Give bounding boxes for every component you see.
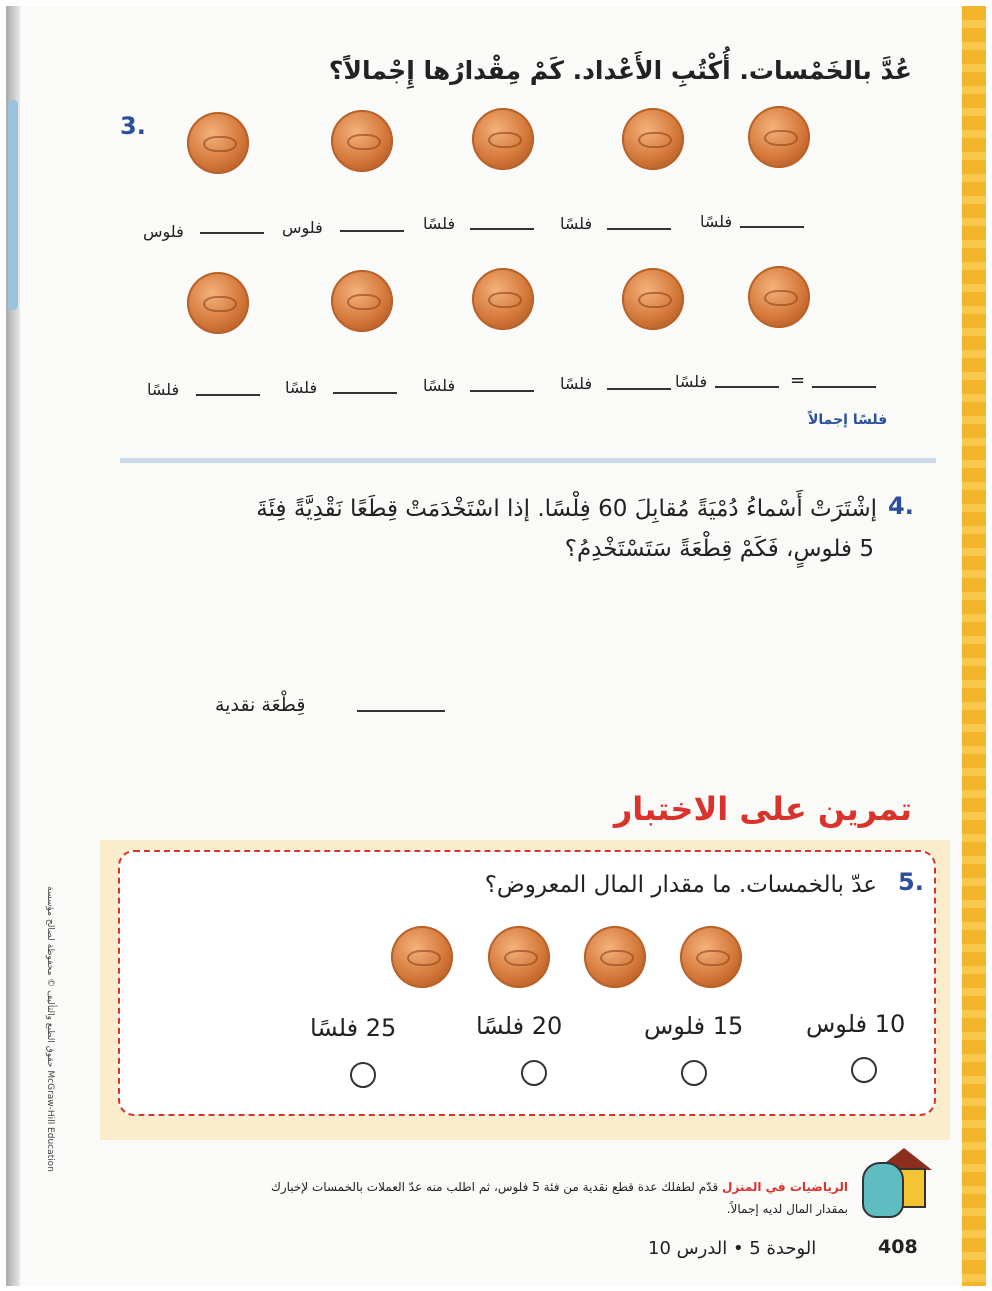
coin-icon [187,272,249,334]
coin-icon [472,268,534,330]
answer-blank[interactable] [340,230,404,232]
answer-blank[interactable] [715,386,779,388]
blue-margin-mark [8,100,18,310]
coin-icon [680,926,742,988]
answer-blank[interactable] [196,394,260,396]
answer-blank[interactable] [607,388,671,390]
unit-label: فلسًا [560,214,593,233]
answer-blank[interactable] [470,390,534,392]
option-label: 10 فلوس [806,1010,906,1038]
answer-blank[interactable] [470,228,534,230]
copyright: حقوق الطبع والتأليف © محفوظة لصالح مؤسسة McGraw-Hill Education [45,886,55,1172]
option-label: 20 فلسًا [476,1012,563,1040]
answer-blank[interactable] [740,226,804,228]
answer-blank[interactable] [333,392,397,394]
total-blank[interactable] [812,386,876,388]
home-math-title: الرياضيات في المنزل [722,1180,848,1194]
option-radio-25[interactable] [350,1062,376,1088]
unit-label: فلسًا [560,374,593,393]
option-radio-15[interactable] [681,1060,707,1086]
coin-icon [584,926,646,988]
coin-icon [187,112,249,174]
yellow-page-edge [962,6,986,1286]
answer-blank[interactable] [607,228,671,230]
unit-label: فلسًا [423,214,456,233]
coin-icon [622,108,684,170]
q5-question: عدّ بالخمسات. ما مقدار المال المعروض؟ [484,872,877,898]
unit-label: فلسًا [285,378,318,397]
answer-blank[interactable] [357,710,445,712]
coin-icon [748,106,810,168]
test-practice-title: تمرين على الاختبار [613,790,912,828]
unit-label: فلسًا [147,380,180,399]
unit-label: فلوس [143,222,184,241]
coin-icon [488,926,550,988]
answer-unit: قِطْعَة نقدية [215,694,306,716]
section-divider [120,458,936,463]
option-label: 15 فلوس [644,1012,744,1040]
coin-icon [331,110,393,172]
unit-label: فلسًا [700,212,733,231]
q4-text-line2: 5 فلوسٍ، فَكَمْ قِطْعَةً سَتَسْتَخْدِمُ؟ [564,536,874,562]
coin-icon [622,268,684,330]
unit-lesson: الوحدة 5 • الدرس 10 [648,1238,817,1259]
q3-number: 3. [120,112,146,140]
q5-number: 5. [898,868,924,896]
page-number: 408 [878,1236,918,1258]
coin-icon [748,266,810,328]
home-math-note [248,1176,848,1220]
q4-number: 4. [888,492,914,520]
owl-house-icon [862,1148,932,1224]
answer-blank[interactable] [200,232,264,234]
option-label: 25 فلسًا [310,1014,397,1042]
unit-label: فلوس [282,218,323,237]
coin-icon [391,926,453,988]
total-label: فلسًا إجمالاً [808,412,888,428]
option-radio-10[interactable] [851,1057,877,1083]
home-math-text: قدّم لطفلك عدة قطع نقدية من فئة 5 فلوس، ثم اطلب منه عدّ العملات بالخمسات لإخبارك بمقدار المال لديه إجمالاً. [270,1180,848,1216]
equals-sign: = [790,370,806,391]
q4-text-line1: إشْتَرَتْ أَسْماءُ دُمْيَةً مُقابِلَ 60 فِلْسًا. إذا اسْتَخْدَمَتْ قِطَعًا نَقْدِيَّةً فِئَةَ [256,496,877,522]
coin-icon [472,108,534,170]
unit-label: فلسًا [423,376,456,395]
option-radio-20[interactable] [521,1060,547,1086]
q3-instruction: عُدَّ بالخَمْسات. أُكْتُبِ الأَعْداد. كَمْ مِقْدارُها إِجْمالاً؟ [328,56,912,85]
coin-icon [331,270,393,332]
unit-label: فلسًا [675,372,708,391]
